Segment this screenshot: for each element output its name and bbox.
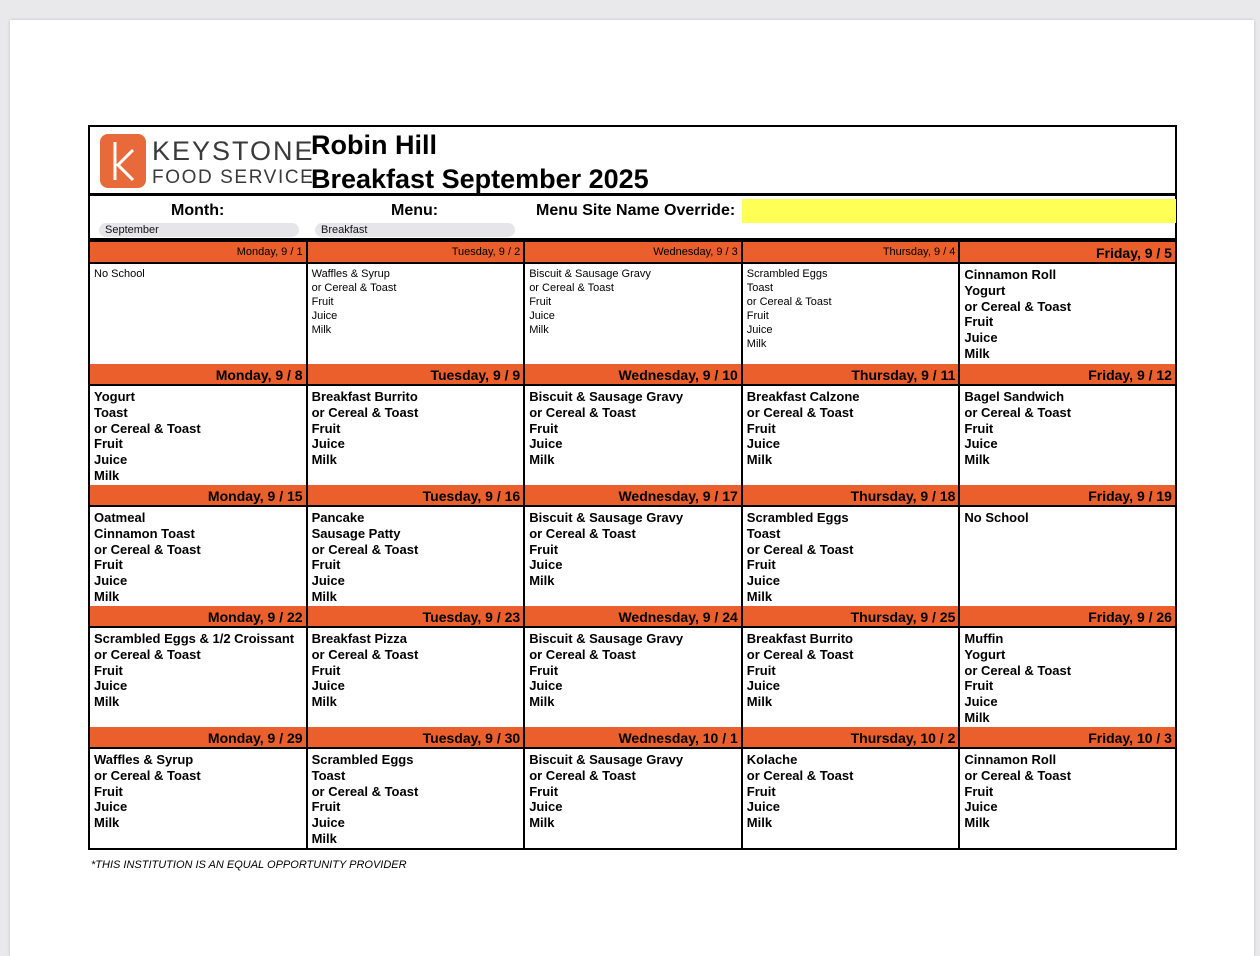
day-date: Wednesday, 9 / 24: [525, 606, 741, 628]
menu-item: Fruit: [746, 557, 776, 573]
menu-item: or Cereal & Toast: [311, 282, 397, 294]
day-cell: [743, 242, 961, 364]
menu-header: [88, 125, 1177, 196]
menu-items: [525, 264, 741, 364]
menu-item: or Cereal & Toast: [746, 541, 854, 557]
menu-items: [525, 628, 741, 727]
menu-item: Juice: [964, 799, 998, 815]
menu-item: Milk: [746, 588, 773, 604]
day-date: Wednesday, 10 / 1: [525, 727, 741, 749]
menu-item: Juice: [311, 310, 338, 322]
menu-item: Fruit: [529, 541, 559, 557]
menu-item: Juice: [529, 310, 555, 322]
day-date: Tuesday, 9 / 23: [308, 606, 524, 628]
menu-item: Milk: [529, 694, 555, 710]
week-row: [90, 364, 1177, 485]
week-row: [90, 485, 1177, 606]
menu-item: Biscuit & Sausage Gravy: [529, 631, 684, 646]
day-date: Thursday, 9 / 25: [743, 606, 959, 628]
menu-item: Cinnamon Toast: [94, 525, 195, 541]
day-date: Wednesday, 9 / 17: [525, 485, 741, 507]
menu-item: Juice: [311, 678, 345, 694]
day-cell: [743, 364, 961, 485]
day-cell: [525, 364, 743, 485]
day-cell: [90, 727, 308, 848]
day-cell: [525, 242, 743, 364]
menu-item: Fruit: [746, 662, 776, 678]
day-date: Friday, 9 / 12: [960, 364, 1175, 386]
menu-item: or Cereal & Toast: [94, 541, 201, 557]
month-label: Month:: [171, 202, 225, 219]
menu-items: [525, 749, 741, 848]
day-cell: [308, 727, 526, 848]
menu-item: Juice: [964, 436, 998, 452]
menu-items: [90, 749, 306, 848]
menu-item: Fruit: [311, 296, 334, 308]
menu-item: Scrambled Eggs: [746, 510, 849, 525]
menu-item: Juice: [746, 799, 781, 815]
day-date: Tuesday, 9 / 16: [308, 485, 524, 507]
menu-item: Cinnamon Roll: [964, 752, 1057, 767]
menu-item: Fruit: [94, 436, 123, 452]
menu-item: Juice: [746, 678, 781, 694]
menu-item: Fruit: [964, 420, 994, 436]
day-cell: [960, 242, 1177, 364]
day-cell: [525, 485, 743, 606]
menu-item: Yogurt: [964, 282, 1006, 298]
menu-items: [90, 628, 306, 727]
menu-items: [960, 386, 1175, 485]
menu-items: [90, 386, 306, 485]
menu-item: Milk: [94, 815, 120, 831]
menu-item: Juice: [529, 557, 563, 573]
menu-item: Bagel Sandwich: [964, 389, 1065, 404]
day-cell: [743, 606, 961, 727]
day-cell: [525, 606, 743, 727]
menu-item: Milk: [311, 324, 332, 336]
menu-item: Fruit: [94, 662, 123, 678]
menu-item: Milk: [529, 452, 555, 468]
menu-item: Toast: [311, 767, 346, 783]
day-date: Monday, 9 / 29: [90, 727, 306, 749]
menu-item: Sausage Patty: [311, 525, 401, 541]
menu-item: Fruit: [964, 678, 994, 694]
menu-item: or Cereal & Toast: [529, 646, 636, 662]
menu-item: or Cereal & Toast: [529, 525, 636, 541]
menu-item: or Cereal & Toast: [311, 646, 419, 662]
menu-item: Waffles & Syrup: [311, 268, 390, 280]
menu-item: No School: [964, 510, 1029, 525]
menu-item: Juice: [529, 678, 563, 694]
menu-item: or Cereal & Toast: [311, 783, 419, 799]
menu-item: Milk: [94, 694, 120, 710]
menu-item: Biscuit & Sausage Gravy: [529, 268, 651, 280]
menu-item: or Cereal & Toast: [964, 298, 1072, 314]
menu-item: Scrambled Eggs: [311, 752, 414, 767]
menu-item: Juice: [311, 815, 345, 831]
day-date: Friday, 9 / 5: [960, 242, 1175, 264]
menu-item: Juice: [311, 573, 345, 589]
menu-items: [308, 264, 524, 364]
day-cell: [525, 727, 743, 848]
menu-items: [308, 749, 524, 848]
menu-params: [88, 196, 1177, 242]
menu-item: Milk: [311, 830, 337, 846]
menu-item: Breakfast Calzone: [746, 389, 860, 404]
day-date: Wednesday, 9 / 3: [525, 242, 741, 264]
menu-item: Juice: [94, 799, 128, 815]
menu-item: Toast: [94, 404, 128, 420]
day-date: Monday, 9 / 22: [90, 606, 306, 628]
day-date: Wednesday, 9 / 10: [525, 364, 741, 386]
menu-items: [960, 507, 1175, 606]
menu-item: Milk: [746, 815, 773, 831]
week-row: [90, 727, 1177, 848]
day-cell: [308, 606, 526, 727]
day-cell: [90, 485, 308, 606]
menu-item: Juice: [746, 436, 781, 452]
menu-item: Toast: [746, 282, 774, 294]
menu-item: or Cereal & Toast: [964, 767, 1072, 783]
override-label: Menu Site Name Override:: [536, 202, 736, 219]
menu-items: [90, 507, 306, 606]
day-cell: [743, 485, 961, 606]
menu-item: Milk: [964, 815, 990, 831]
day-cell: [960, 606, 1177, 727]
menu-items: [743, 628, 959, 727]
day-date: Tuesday, 9 / 30: [308, 727, 524, 749]
day-date: Monday, 9 / 15: [90, 485, 306, 507]
menu-item: Biscuit & Sausage Gravy: [529, 752, 684, 767]
menu-item: Milk: [964, 452, 990, 468]
menu-item: Yogurt: [964, 646, 1006, 662]
menu-item: Fruit: [964, 314, 994, 330]
day-date: Friday, 9 / 26: [960, 606, 1175, 628]
menu-item: Juice: [94, 452, 128, 468]
menu-item: or Cereal & Toast: [529, 767, 636, 783]
menu-item: Fruit: [746, 310, 769, 322]
brand-name: KEYSTONE: [152, 136, 315, 166]
menu-item: Juice: [94, 573, 128, 589]
menu-item: Pancake: [311, 510, 365, 525]
menu-item: Fruit: [94, 783, 123, 799]
site-name: Robin Hill: [311, 130, 437, 160]
menu-item: or Cereal & Toast: [529, 404, 636, 420]
menu-items: [308, 507, 524, 606]
menu-item: Muffin: [964, 631, 1004, 646]
menu-item: Cinnamon Roll: [964, 267, 1057, 282]
menu-items: [743, 749, 959, 848]
menu-item: Breakfast Burrito: [746, 631, 853, 646]
menu-item: Yogurt: [94, 389, 135, 404]
day-date: Tuesday, 9 / 9: [308, 364, 524, 386]
menu-item: Milk: [964, 345, 990, 361]
menu-item: or Cereal & Toast: [746, 646, 854, 662]
day-cell: [90, 364, 308, 485]
day-date: Friday, 9 / 19: [960, 485, 1175, 507]
menu-item: Milk: [94, 467, 120, 483]
day-date: Monday, 9 / 1: [90, 242, 306, 264]
k-logo-icon: [100, 134, 146, 188]
day-date: Monday, 9 / 8: [90, 364, 306, 386]
menu-item: Juice: [964, 330, 998, 346]
menu-items: [743, 507, 959, 606]
brand-subtitle: FOOD SERVICE: [152, 167, 315, 188]
menu-item: Fruit: [964, 783, 994, 799]
menu-calendar: [88, 242, 1177, 850]
menu-item: Milk: [746, 452, 773, 468]
menu-item: Waffles & Syrup: [94, 752, 194, 767]
menu-item: or Cereal & Toast: [94, 767, 201, 783]
menu-item: Juice: [311, 436, 345, 452]
menu-item: or Cereal & Toast: [964, 662, 1072, 678]
menu-item: or Cereal & Toast: [964, 404, 1072, 420]
menu-item: Kolache: [746, 752, 798, 767]
day-cell: [308, 485, 526, 606]
menu-item: Fruit: [529, 296, 552, 308]
day-date: Thursday, 9 / 11: [743, 364, 959, 386]
menu-item: Fruit: [94, 557, 123, 573]
menu-item: or Cereal & Toast: [746, 404, 854, 420]
day-cell: [90, 606, 308, 727]
menu-item: Milk: [529, 573, 555, 589]
day-cell: [960, 727, 1177, 848]
day-cell: [743, 727, 961, 848]
menu-item: or Cereal & Toast: [311, 541, 419, 557]
menu-item: Fruit: [746, 420, 776, 436]
menu-item: Milk: [529, 815, 555, 831]
menu-item: Breakfast Pizza: [311, 631, 407, 646]
day-date: Thursday, 9 / 18: [743, 485, 959, 507]
menu-item: or Cereal & Toast: [94, 646, 201, 662]
menu-item: Breakfast Burrito: [311, 389, 418, 404]
menu-item: Milk: [311, 452, 337, 468]
menu-item: Milk: [94, 588, 120, 604]
week-row: [90, 606, 1177, 727]
menu-item: or Cereal & Toast: [746, 767, 854, 783]
footnote: *THIS INSTITUTION IS AN EQUAL OPPORTUNITY PROVIDER: [91, 859, 407, 871]
menu-item: Juice: [529, 436, 563, 452]
menu-item: Milk: [311, 694, 337, 710]
menu-item: or Cereal & Toast: [311, 404, 419, 420]
menu-items: [743, 264, 959, 364]
menu-item: Fruit: [529, 420, 559, 436]
menu-item: Oatmeal: [94, 510, 146, 525]
menu-item: Scrambled Eggs: [746, 268, 828, 280]
menu-item: Fruit: [529, 662, 559, 678]
menu-item: or Cereal & Toast: [746, 296, 832, 308]
menu-item: Juice: [529, 799, 563, 815]
menu-item: Milk: [311, 588, 337, 604]
menu-item: Biscuit & Sausage Gravy: [529, 510, 684, 525]
day-cell: [90, 242, 308, 364]
menu-items: [743, 386, 959, 485]
menu-item: Fruit: [311, 557, 341, 573]
menu-item: or Cereal & Toast: [94, 420, 201, 436]
menu-item: Toast: [746, 525, 781, 541]
menu-item: Juice: [746, 573, 781, 589]
menu-item: Fruit: [311, 662, 341, 678]
menu-item: Milk: [746, 338, 767, 350]
menu-item: Biscuit & Sausage Gravy: [529, 389, 684, 404]
day-cell: [960, 485, 1177, 606]
menu-item: Fruit: [311, 420, 341, 436]
menu-items: [960, 749, 1175, 848]
menu-items: [960, 628, 1175, 727]
menu-item: Juice: [94, 678, 128, 694]
menu-item: Milk: [529, 324, 549, 336]
menu-item: Juice: [964, 694, 998, 710]
week-row: [90, 242, 1177, 364]
menu-label: Menu:: [391, 202, 439, 219]
day-date: Thursday, 10 / 2: [743, 727, 959, 749]
override-input[interactable]: [742, 199, 1176, 223]
day-cell: [308, 364, 526, 485]
page-title: Breakfast September 2025: [311, 164, 649, 194]
menu-items: [308, 386, 524, 485]
menu-item: No School: [94, 268, 145, 280]
menu-items: [525, 507, 741, 606]
menu-item: Scrambled Eggs & 1/2 Croissant: [94, 631, 295, 646]
menu-item: Fruit: [529, 783, 559, 799]
menu-items: [308, 628, 524, 727]
day-date: Friday, 10 / 3: [960, 727, 1175, 749]
menu-item: Milk: [964, 709, 990, 725]
day-cell: [960, 364, 1177, 485]
menu-item: Fruit: [746, 783, 776, 799]
menu-items: [960, 264, 1175, 364]
day-date: Thursday, 9 / 4: [743, 242, 959, 264]
day-date: Tuesday, 9 / 2: [308, 242, 524, 264]
month-select[interactable]: September: [99, 223, 299, 237]
menu-item: or Cereal & Toast: [529, 282, 614, 294]
menu-item: Milk: [746, 694, 773, 710]
menu-select[interactable]: Breakfast: [315, 223, 515, 237]
menu-items: [90, 264, 306, 364]
menu-items: [525, 386, 741, 485]
day-cell: [308, 242, 526, 364]
menu-item: Juice: [746, 324, 773, 336]
menu-sheet: [88, 125, 1177, 850]
menu-item: Fruit: [311, 799, 341, 815]
